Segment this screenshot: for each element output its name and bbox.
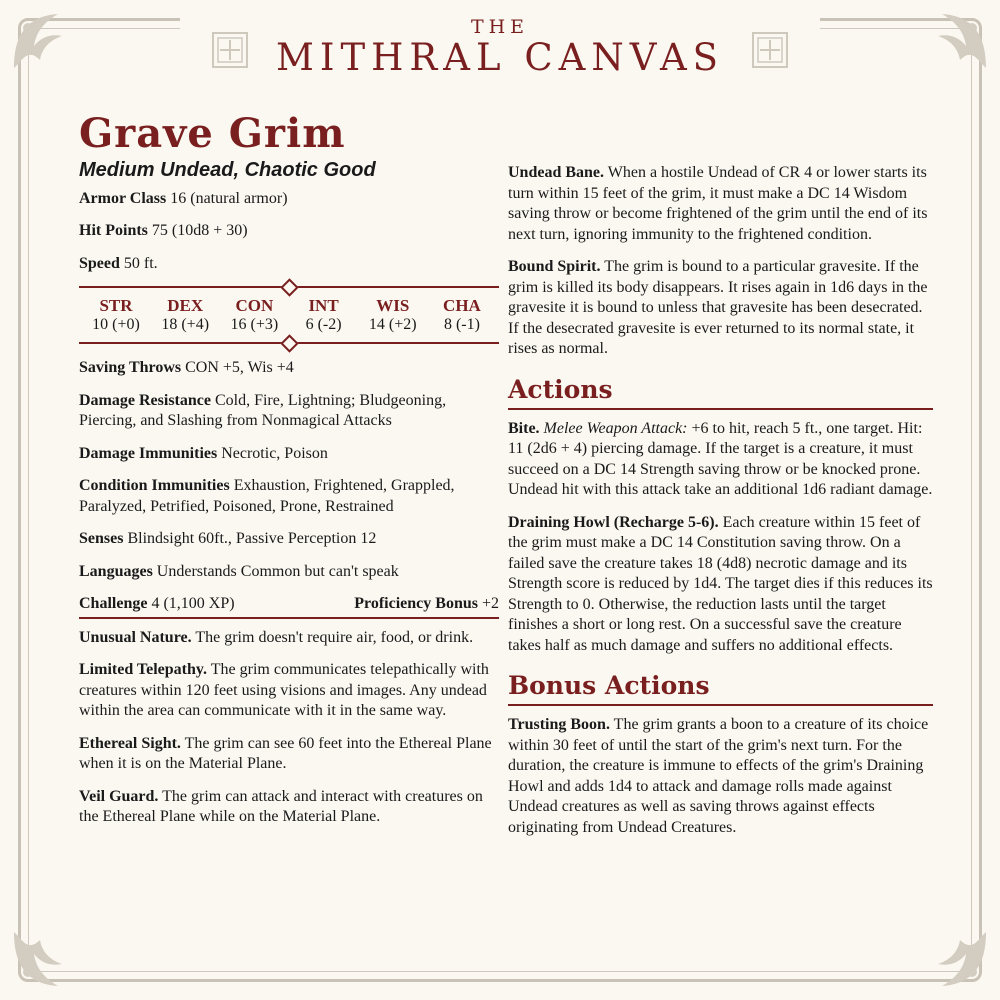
trait-limited-telepathy: Limited Telepathy. The grim communicates telepathically with creatures within 120 feet using visions and images. Any undead within the area can communicate with it in the same way.: [79, 661, 489, 719]
divider-rule: [508, 704, 933, 706]
hit-points: Hit Points 75 (10d8 + 30): [79, 222, 248, 239]
action-bite: Bite. Melee Weapon Attack: +6 to hit, reach 5 ft., one target. Hit: 11 (2d6 + 4) piercing damage. If the target is a creature, it must succeed on a DC 14 Strength saving throw or be knocked prone. Undead hit with this attack take an additional 1d6 radiant damage.: [508, 419, 933, 498]
crest-emblem-icon: [750, 30, 790, 70]
right-column: [508, 163, 933, 850]
fleur-corner-icon: [6, 924, 76, 994]
languages: Languages Understands Common but can't speak: [79, 562, 399, 580]
fleur-corner-icon: [6, 6, 76, 76]
trait-ethereal-sight: Ethereal Sight. The grim can see 60 feet into the Ethereal Plane when it is on the Material Plane.: [79, 734, 492, 772]
divider-rule: [79, 336, 499, 350]
trait-unusual-nature: Unusual Nature. The grim doesn't require air, food, or drink.: [79, 628, 474, 646]
ability-con: CON 16 (+3): [230, 296, 279, 333]
brand-header: [180, 14, 820, 94]
fleur-corner-icon: [924, 924, 994, 994]
bonus-actions-heading: Bonus Actions: [508, 671, 710, 700]
divider-rule: [79, 280, 499, 294]
damage-resistance: Damage Resistance Cold, Fire, Lightning; Bludgeoning, Piercing, and Slashing from Nonmagical Attacks: [79, 391, 447, 429]
trait-bound-spirit: Bound Spirit. The grim is bound to a particular gravesite. If the grim is killed its body disappears. It rises again in 1d6 days in the gravesite it is bound to unless that gravesite has been desecrated. If the desecrated gravesite is ever returned to its normal state, it rises as normal.: [508, 258, 928, 357]
monster-type: Medium Undead, Chaotic Good: [79, 159, 376, 181]
bonus-action-trusting-boon: Trusting Boon. The grim grants a boon to a creature of its choice within 30 feet of until the start of the grim's next turn. For the duration, the creature is immune to effects of the grim's Draining Howl and adds 1d4 to attack and damage rolls made against Undead creatures as well as saving throws against effects originating from Undead Creatures.: [508, 716, 929, 836]
actions-heading: Actions: [508, 374, 613, 404]
brand-the: THE: [470, 16, 530, 38]
condition-immunities: Condition Immunities Exhaustion, Frightened, Grappled, Paralyzed, Petrified, Poisoned, Prone, Restrained: [79, 477, 455, 515]
challenge: Challenge 4 (1,100 XP): [79, 595, 235, 612]
action-draining-howl: Draining Howl (Recharge 5-6). Each creature within 15 feet of the grim must make a DC 14 Constitution saving throw. On a failed save the creature takes 18 (4d8) necrotic damage and its Strength score is reduced by 1d4. The target dies if this reduces its Strength to 0. Otherwise, the reduction lasts until the target finishes a short or long rest. On a successful save the creature takes half as much damage and suffers no additional effects.: [508, 513, 933, 654]
divider-rule: [508, 408, 933, 410]
trait-undead-bane: Undead Bane. When a hostile Undead of CR 4 or lower starts its turn within 15 feet of the grim, it must make a DC 14 Wisdom saving throw or become frightened of the grim until the end of its next turn, ignoring immunity to the frightened condition.: [508, 164, 928, 243]
damage-immunities: Damage Immunities Necrotic, Poison: [79, 444, 328, 462]
monster-name: Grave Grim: [79, 110, 346, 157]
proficiency-bonus: Proficiency Bonus +2: [354, 595, 499, 612]
ability-str: STR 10 (+0): [92, 296, 140, 333]
fleur-corner-icon: [924, 6, 994, 76]
ability-int: INT 6 (-2): [305, 296, 342, 333]
left-column: [79, 110, 499, 840]
crest-emblem-icon: [210, 30, 250, 70]
senses: Senses Blindsight 60ft., Passive Perception 12: [79, 530, 377, 547]
armor-class: Armor Class 16 (natural armor): [79, 189, 288, 207]
trait-veil-guard: Veil Guard. The grim can attack and interact with creatures on the Ethereal Plane while on the Material Plane.: [79, 787, 483, 825]
divider-rule: [79, 617, 499, 619]
ability-wis: WIS 14 (+2): [368, 296, 417, 333]
ability-scores: [79, 296, 499, 334]
brand-name: MITHRAL CANVAS: [275, 36, 725, 79]
saving-throws: Saving Throws CON +5, Wis +4: [79, 359, 294, 376]
speed: Speed 50 ft.: [79, 254, 158, 272]
ability-dex: DEX 18 (+4): [161, 296, 210, 333]
ability-cha: CHA 8 (-1): [443, 296, 481, 333]
challenge-row: [79, 594, 499, 615]
